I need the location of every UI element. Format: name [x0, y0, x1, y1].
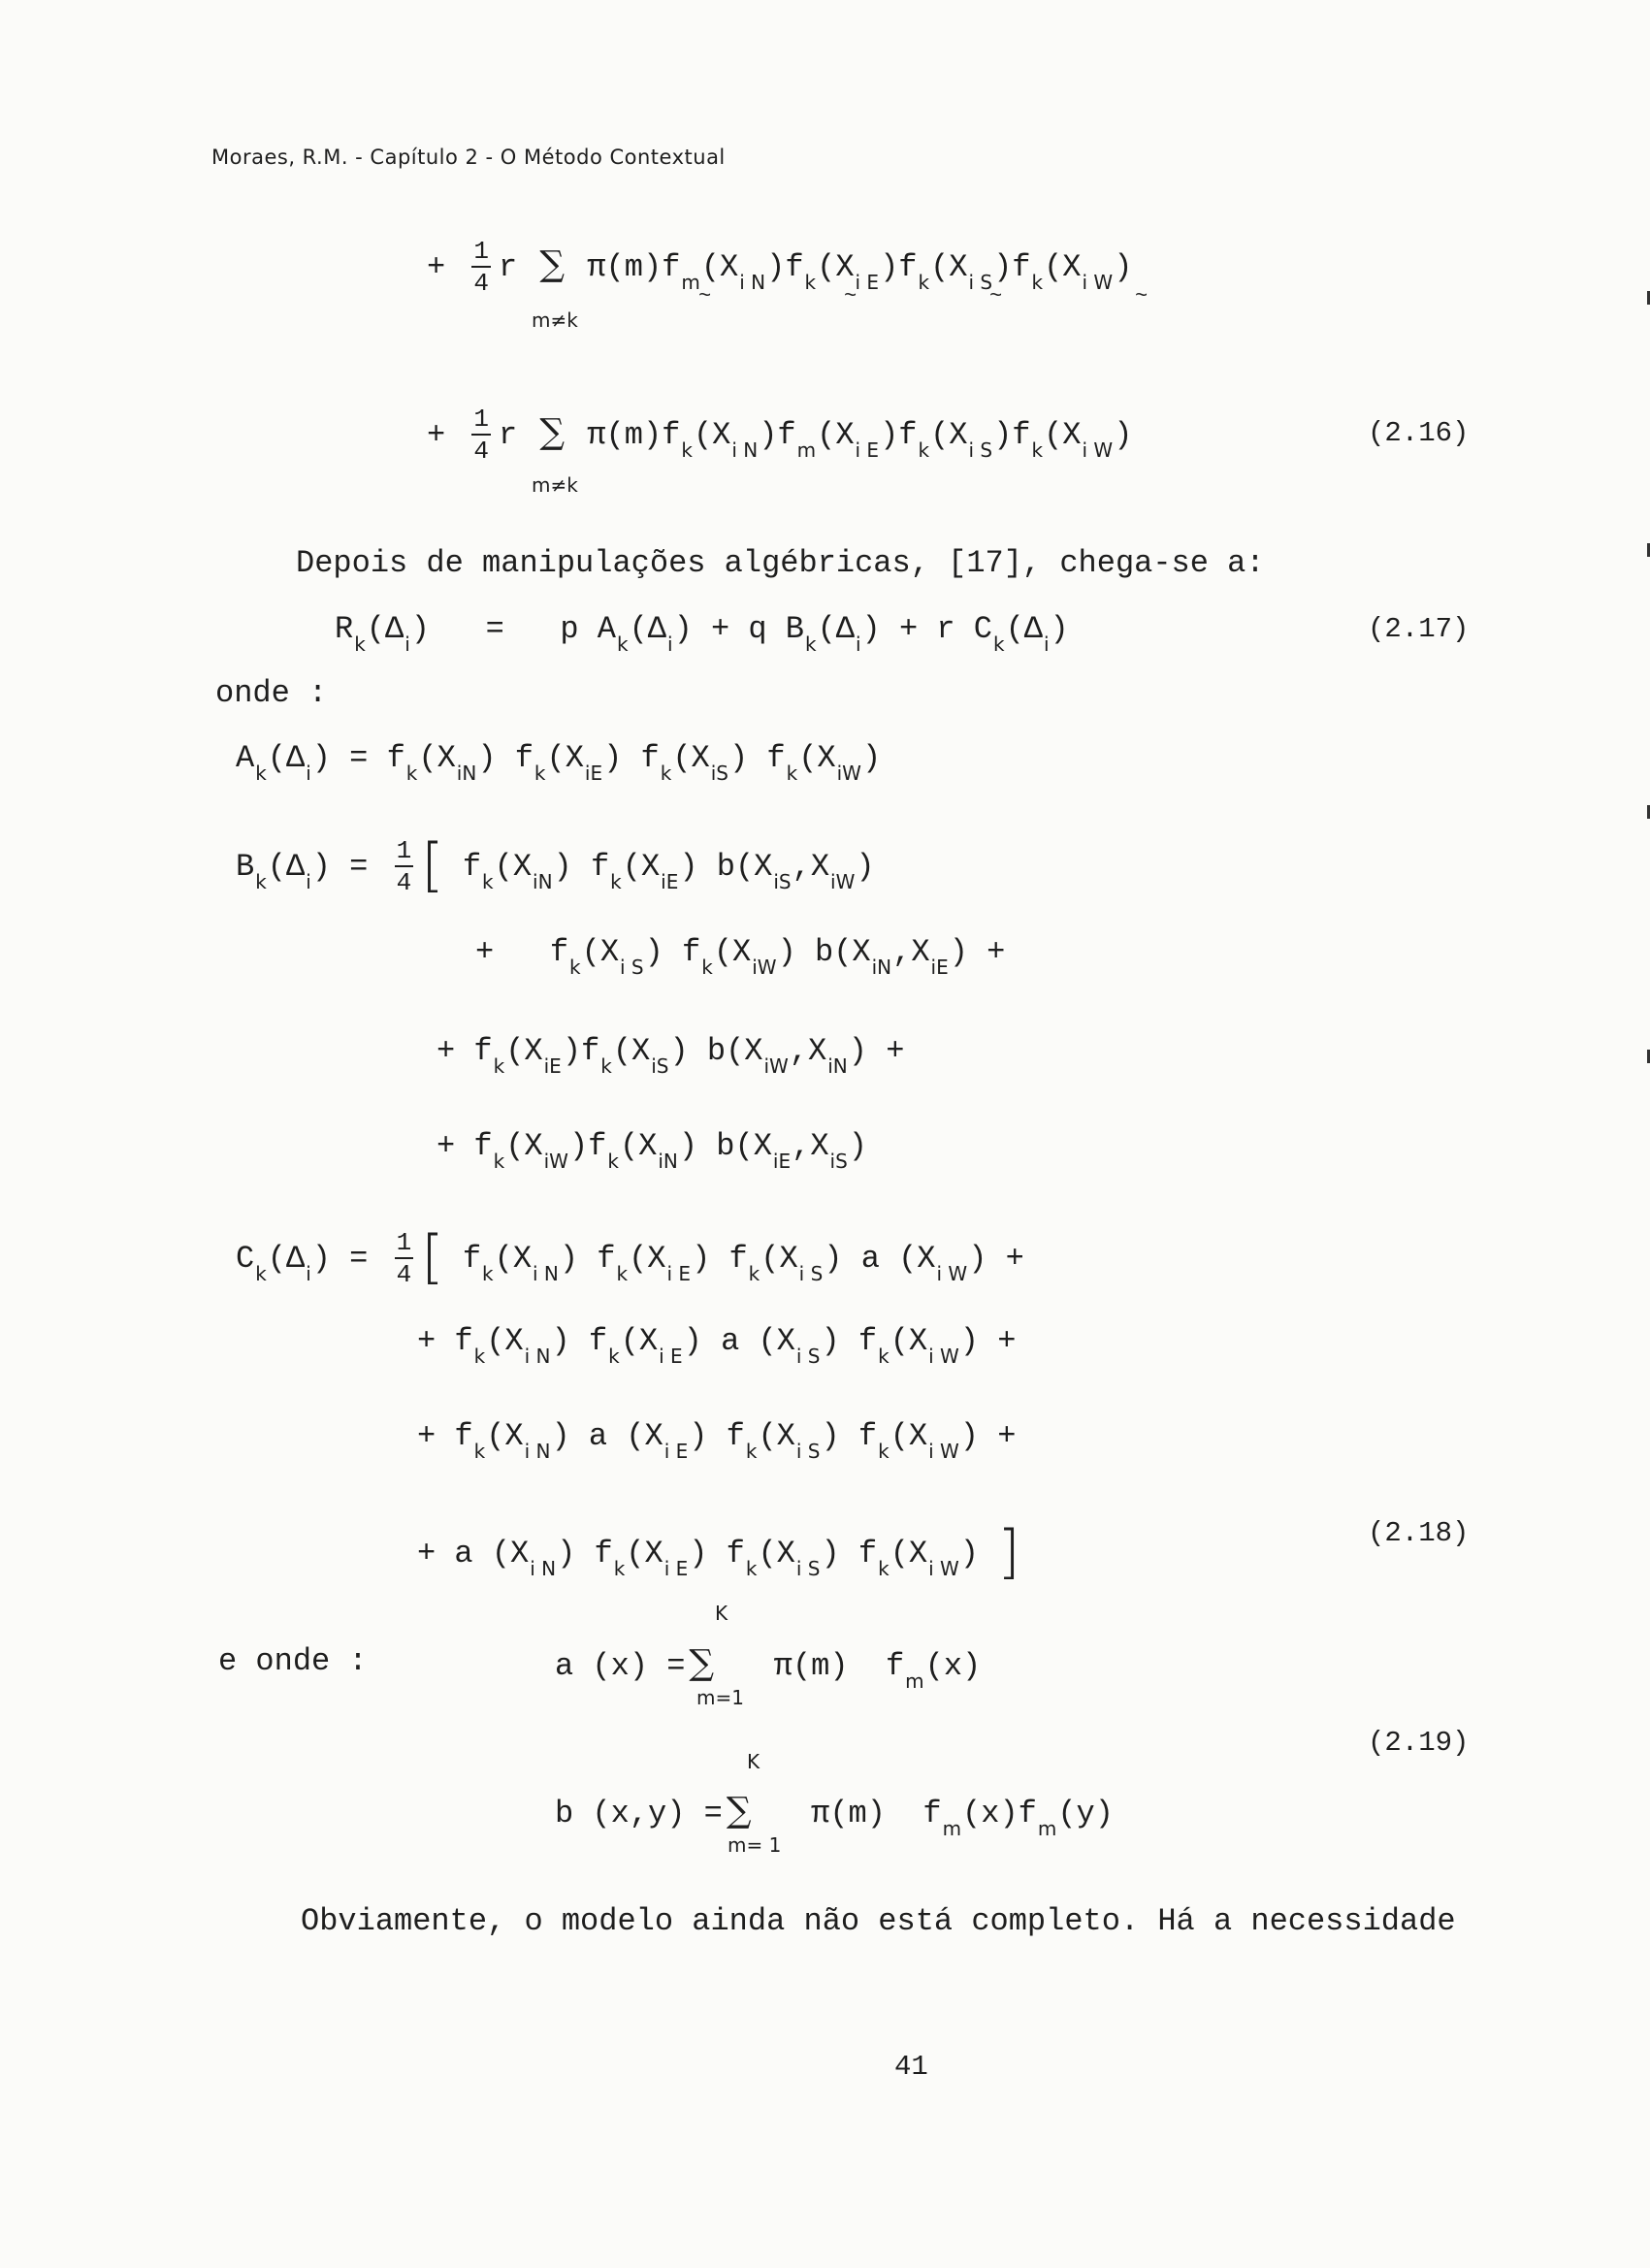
equation-c-k-line-4: + a $(X_{i N})$ $f_k(X_{i E})$ $f_k(X_{i S})$ $f_k(X_{i W})$ ] [417, 1518, 1020, 1586]
running-header: Moraes, R.M. - Capítulo 2 - O Método Contextual [211, 146, 726, 169]
sum-lower-limit-b: m= 1 [728, 1833, 782, 1857]
sum-upper-limit-b: K [747, 1750, 760, 1773]
equation-b-k: $B_k(\Delta_i)$ = $\frac{1}{4}$ [ $f_k(X_{iN})$ $f_k(X_{iE})$ $b(X_{iS},X_{iW})$ [236, 831, 875, 899]
tilde-marks-4: ~ [1135, 284, 1149, 308]
equation-number-2-16: (2.16) [1368, 417, 1470, 449]
equation-number-2-17: (2.17) [1368, 613, 1470, 645]
equation-a-x: a (x) = ∑ π(m) $f_m(x)$ [555, 1643, 982, 1693]
equation-2-16-line-1: + $\frac{1}{4}$ r ∑ $\pi(m)f_m(X_{i N})f_k(X_{i E})f_k(X_{i S})f_k(X_{i W})$ [427, 237, 1133, 298]
tilde-marks-1: ~ [698, 284, 712, 308]
paragraph-depois: Depois de manipulações algébricas, [17], chega-se a: [296, 545, 1265, 581]
equation-number-2-18: (2.18) [1368, 1517, 1470, 1549]
equation-c-k: $C_k(\Delta_i)$ = $\frac{1}{4}$ [ $f_k(X_{i N})$ $f_k(X_{i E})$ $f_k(X_{i S})$ a $(X_{i W})$ + [236, 1223, 1024, 1291]
equation-b-k-line-3: + $f_k(X_{iE})f_k(X_{iS}) b(X_{iW},X_{iN})$ + [437, 1033, 905, 1078]
sum-upper-limit-a: K [715, 1602, 728, 1625]
fraction-one-quarter: $\frac{1}{4}$ [473, 405, 490, 466]
label-onde: onde : [215, 675, 328, 711]
equation-a-k: $A_k(\Delta_i) = f_k(X_{iN})$ $f_k(X_{iE})$ $f_k(X_{iS})$ $f_k(X_{iW})$ [236, 740, 882, 785]
sum-index-2: m≠k [532, 473, 578, 497]
fraction-one-quarter: $\frac{1}{4}$ [473, 237, 490, 298]
sum-lower-limit-a: m=1 [696, 1686, 744, 1709]
sum-index-1: m≠k [532, 308, 578, 332]
tilde-marks-3: ~ [989, 284, 1003, 308]
tilde-marks-2: ~ [844, 284, 857, 308]
equation-2-17: $R_k(\Delta_i) = p$ $A_k(\Delta_i) + q$ $B_k(\Delta_i) + r$ $C_k(\Delta_i)$ [335, 611, 1069, 656]
equation-2-16-line-2: + $\frac{1}{4}$ r ∑ $\pi(m)f_k(X_{i N})f_m(X_{i E})f_k(X_{i S})f_k(X_{i W})$ [427, 405, 1133, 466]
equation-c-k-line-2: + $f_k(X_{i N})$ $f_k(X_{i E})$ a $(X_{i S}) f_k(X_{i W})$ + [417, 1323, 1017, 1368]
plus-sign: + [427, 248, 446, 285]
equation-number-2-19: (2.19) [1368, 1727, 1470, 1759]
label-e-onde: e onde : [218, 1643, 368, 1679]
equation-b-x-y: b (x,y) = ∑ π(m) $f_m(x)f_m(y)$ [555, 1791, 1114, 1840]
equation-c-k-line-3: + $f_k(X_{i N})$ a $(X_{i E})$ $f_k(X_{i S}) f_k(X_{i W})$ + [417, 1418, 1017, 1463]
page-number: 41 [894, 2051, 928, 2083]
equation-b-k-line-2: + $f_k(X_{i S})$ $f_k(X_{iW}) b(X_{iN},X_{iE})$ + [475, 934, 1006, 979]
paragraph-obviamente: Obviamente, o modelo ainda não está completo. Há a necessidade [301, 1903, 1456, 1939]
equation-b-k-line-4: + $f_k(X_{iW})f_k(X_{iN})$ $b(X_{iE},X_{iS})$ [437, 1128, 867, 1173]
